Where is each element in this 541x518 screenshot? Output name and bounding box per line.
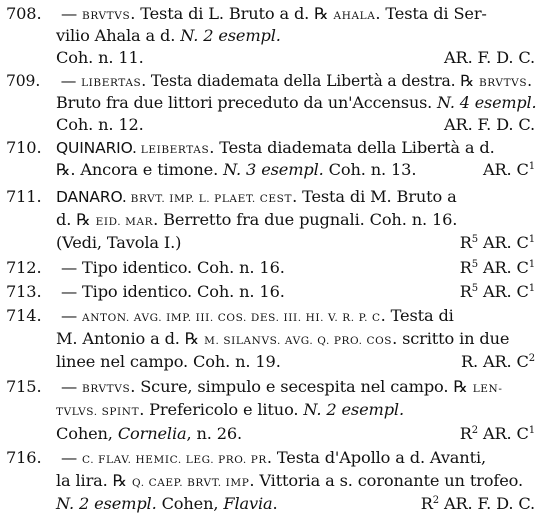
- description: . Testa di L. Bruto a d.: [130, 4, 315, 23]
- description: . Prefericolo e lituo.: [139, 400, 304, 419]
- condition-superscript: 1: [528, 283, 535, 294]
- dash: —: [56, 306, 83, 325]
- entry-713: [6, 281, 535, 303]
- description: . Testa di M. Bruto a: [292, 187, 457, 206]
- coin-type: QUINARIO.: [56, 139, 137, 157]
- specimen-count: N. 2 esempl.: [56, 494, 157, 513]
- entry-709-line-1: [6, 70, 535, 92]
- rarity-superscript: 5: [471, 234, 478, 245]
- description: . Testa di Ser-: [375, 4, 487, 23]
- entry-710-line-1: [6, 137, 535, 159]
- grade: [483, 159, 535, 181]
- grade: [460, 423, 535, 445]
- grade: AR. F. D. C.: [443, 115, 535, 134]
- entry-715-line-3: [6, 423, 535, 445]
- grade: AR. F. D. C.: [443, 48, 535, 67]
- entry-711-line-2: [6, 209, 535, 231]
- entry-number: 712.: [6, 258, 42, 277]
- reverse-legend: M. SILANVS. AVG. Q. PRO. COS: [204, 335, 393, 347]
- family-name: Cornelia: [117, 424, 187, 443]
- reverse-symbol: ℞: [184, 329, 205, 348]
- entry-708-line-2: [6, 25, 535, 47]
- obverse-legend: C. FLAV. HEMIC. LEG. PRO. PR: [82, 454, 267, 466]
- entry-714-line-1: [6, 305, 535, 327]
- grade-text: AR. F. D. C.: [438, 494, 535, 513]
- entry-714-line-2: [6, 328, 535, 350]
- entry-number: 713.: [6, 282, 42, 301]
- entry-708-line-3: [6, 47, 535, 69]
- entry-number: 710.: [6, 138, 42, 157]
- rarity-superscript: 5: [471, 259, 478, 270]
- reverse-symbol: ℞: [76, 210, 96, 229]
- description: M. Antonio a d.: [56, 329, 185, 348]
- reverse-legend: AHALA: [333, 10, 376, 22]
- rarity-superscript: 1: [528, 161, 535, 172]
- obverse-legend: LIBERTAS: [81, 77, 142, 89]
- description: la lira.: [56, 471, 113, 490]
- entry-number: 709.: [6, 72, 41, 90]
- grade: [461, 351, 535, 373]
- entry-number: 708.: [6, 4, 42, 23]
- specimen-count: N. 2 esempl.: [303, 400, 404, 419]
- description: d.: [56, 210, 77, 229]
- description: linee nel campo. Coh. n. 19.: [56, 352, 281, 371]
- grade: [460, 232, 535, 254]
- obverse-legend: BRVT. IMP. L. PLAET. CEST: [126, 193, 293, 205]
- plate-reference: (Vedi, Tavola I.): [56, 233, 182, 252]
- grade-text: AR. C: [477, 233, 529, 252]
- entry-715-line-2: [6, 399, 535, 421]
- grade: [460, 257, 535, 279]
- entry-number: 716.: [6, 448, 42, 467]
- grade: [460, 281, 535, 303]
- family-name: Flavia: [223, 494, 273, 513]
- reverse-symbol: ℞: [112, 471, 133, 490]
- rarity-superscript: 2: [471, 425, 478, 436]
- obverse-legend: LEIBERTAS: [136, 144, 210, 156]
- grade: [421, 493, 535, 515]
- reverse-symbol: ℞.: [56, 160, 81, 179]
- specimen-count: N. 2 esempl.: [180, 26, 281, 45]
- condition-superscript: 1: [528, 425, 535, 436]
- entry-715-line-1: [6, 376, 535, 398]
- entry-number: 711.: [6, 187, 42, 206]
- dash: —: [56, 4, 83, 23]
- obverse-legend: BRVTVS: [82, 383, 131, 395]
- cohen-reference: Coh. n. 12.: [56, 115, 144, 134]
- entry-709-line-3: [6, 114, 535, 136]
- description: — Tipo identico. Coh. n. 16.: [56, 258, 285, 277]
- reverse-legend: LEN-: [472, 383, 503, 395]
- dash: —: [56, 72, 82, 90]
- reverse-symbol: ℞: [453, 377, 473, 396]
- cohen-reference: Coh. n. 11.: [56, 48, 144, 67]
- coin-type: DANARO.: [56, 188, 127, 206]
- cohen-reference: Cohen,: [156, 494, 224, 513]
- rarity-superscript: 5: [471, 283, 478, 294]
- grade-text: AR. C: [477, 258, 529, 277]
- entry-712: [6, 257, 535, 279]
- entry-708-line-1: [6, 3, 535, 25]
- reverse-legend: Q. CAEP. BRVT. IMP: [132, 477, 250, 489]
- entry-709-line-2: [6, 92, 535, 114]
- rarity-letter: R: [459, 233, 472, 252]
- description: . Testa di: [380, 306, 454, 325]
- rarity-letter: R: [459, 258, 472, 277]
- entry-711-line-1: [6, 186, 535, 208]
- cohen-reference: , n. 26.: [186, 424, 243, 443]
- obverse-legend: ANTON. AVG. IMP. III. COS. DES. III. HI. V. R. P. C: [82, 312, 381, 324]
- entry-716-line-3: [6, 493, 535, 515]
- cohen-reference: Coh. n. 13.: [323, 160, 417, 179]
- description: . Vittoria a s. coronante un trofeo.: [249, 471, 523, 490]
- description: . scritto in due: [392, 329, 510, 348]
- grade-text: R. AR. C: [460, 352, 529, 371]
- entry-716-line-2: [6, 470, 535, 492]
- description: . Scure, simpulo e secespita nel campo.: [130, 377, 454, 396]
- specimen-count: N. 4 esempl.: [437, 93, 537, 112]
- reverse-legend: BRVTVS: [478, 77, 528, 89]
- entry-710-line-2: [6, 159, 535, 181]
- condition-superscript: 1: [528, 234, 535, 245]
- description: Ancora e timone.: [80, 160, 224, 179]
- rarity-letter: R: [420, 494, 433, 513]
- description: . Berretto fra due pugnali. Coh. n. 16.: [153, 210, 458, 229]
- dash: —: [56, 377, 83, 396]
- dash: —: [56, 448, 83, 467]
- reverse-symbol: ℞: [314, 4, 334, 23]
- description: vilio Ahala a d.: [56, 26, 181, 45]
- reverse-symbol: ℞: [460, 72, 479, 90]
- rarity-letter: R: [459, 424, 472, 443]
- description: . Testa diademata della Libertà a d.: [209, 138, 495, 157]
- rarity-superscript: 2: [432, 495, 439, 506]
- description: Bruto fra due littori preceduto da un'Accensus.: [56, 93, 438, 112]
- entry-number: 715.: [6, 377, 42, 396]
- grade-text: AR. C: [477, 424, 529, 443]
- description: .: [527, 72, 532, 90]
- entry-711-line-3: [6, 232, 535, 254]
- entry-716-line-1: [6, 447, 535, 469]
- reverse-legend: TVLVS. SPINT: [56, 406, 140, 418]
- cohen-reference: Cohen,: [56, 424, 118, 443]
- description: . Testa d'Apollo a d. Avanti,: [266, 448, 486, 467]
- reverse-legend: EID. MAR: [95, 216, 154, 228]
- rarity-letter: R: [459, 282, 472, 301]
- obverse-legend: BRVTVS: [82, 10, 131, 22]
- condition-superscript: 1: [528, 259, 535, 270]
- specimen-count: N. 3 esempl.: [223, 160, 324, 179]
- cohen-reference: .: [272, 494, 278, 513]
- grade-text: AR. C: [482, 160, 529, 179]
- entry-714-line-3: [6, 351, 535, 373]
- entry-number: 714.: [6, 306, 42, 325]
- description: . Testa diademata della Libertà a destra.: [141, 72, 461, 90]
- condition-superscript: 2: [528, 353, 535, 364]
- grade-text: AR. C: [477, 282, 529, 301]
- description: — Tipo identico. Coh. n. 16.: [56, 282, 285, 301]
